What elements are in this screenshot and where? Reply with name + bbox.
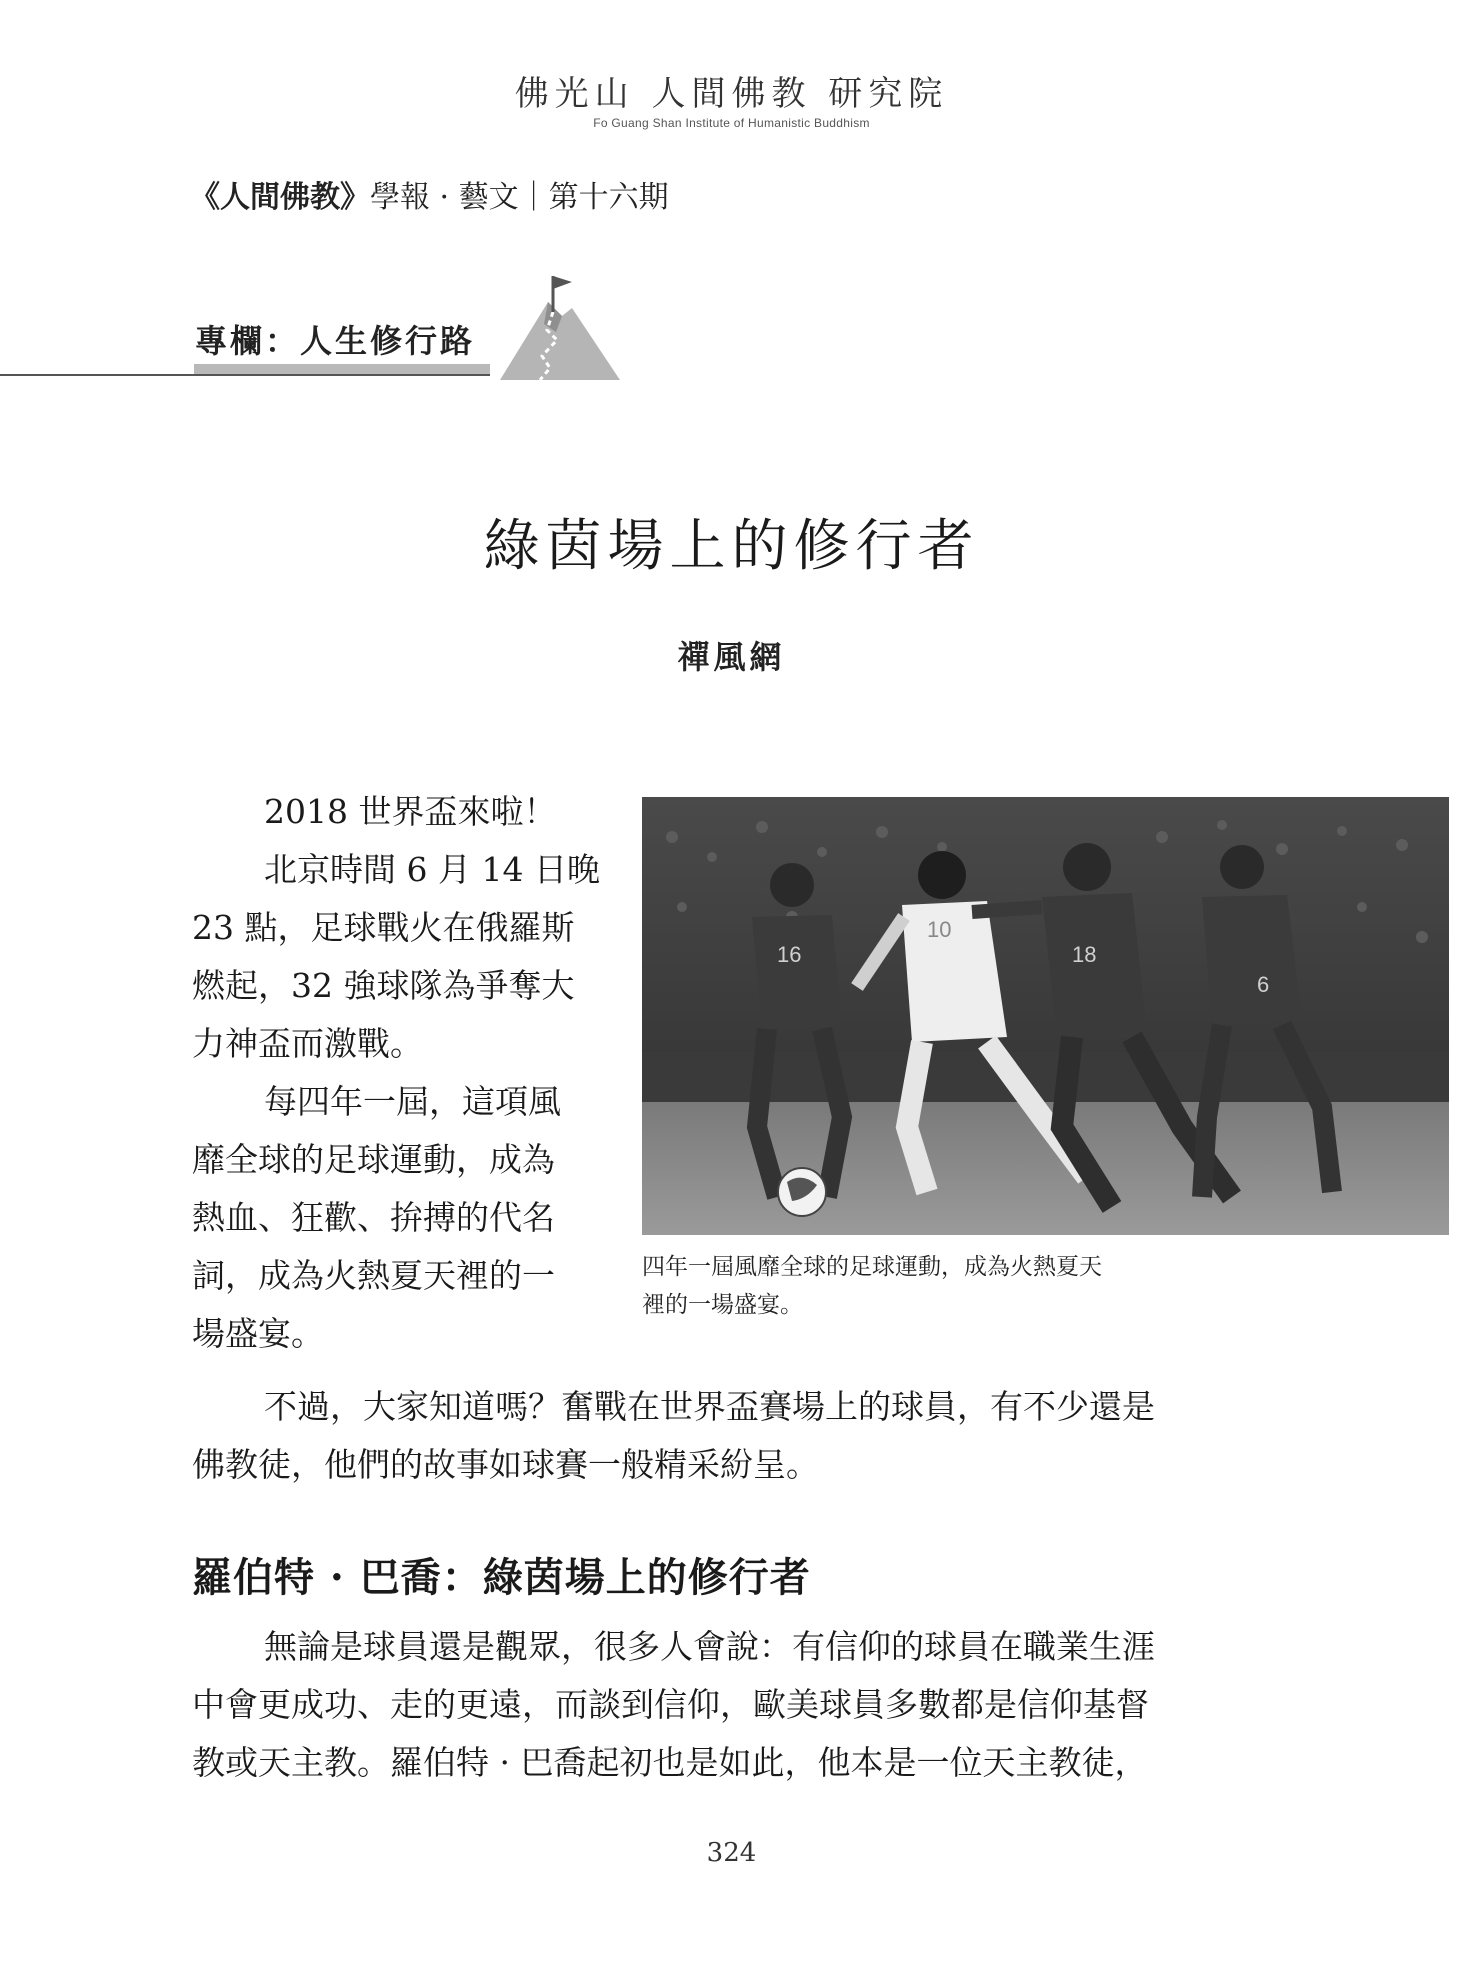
mountain-flag-icon — [500, 272, 620, 382]
text-line: 燃起，32 強球隊為爭奪大 — [192, 966, 575, 1005]
text-line: 熱血、狂歡、拚搏的代名 — [192, 1198, 555, 1237]
article-title: 綠茵場上的修行者 — [483, 514, 980, 579]
column-label: 專欄：人生修行路 — [195, 322, 476, 360]
institute-title: 佛光山 人間佛教 研究院 — [514, 74, 949, 114]
section-heading: 羅伯特 · 巴喬：綠茵場上的修行者 — [192, 1554, 811, 1601]
text-line: 中會更成功、走的更遠，而談到信仰，歐美球員多數都是信仰基督 — [192, 1685, 1149, 1724]
column-bar — [194, 364, 490, 374]
text-line: 2018 世界盃來啦！ — [264, 792, 557, 831]
text-line: 無論是球員還是觀眾，很多人會說：有信仰的球員在職業生涯 — [264, 1627, 1155, 1666]
text-line: 不過，大家知道嗎？奮戰在世界盃賽場上的球員，有不少還是 — [264, 1387, 1155, 1426]
journal-line — [190, 172, 669, 216]
text-line: 佛教徒，他們的故事如球賽一般精采紛呈。 — [192, 1445, 819, 1484]
journal-title: 《人間佛教》 — [190, 180, 370, 215]
text-line: 力神盃而激戰。 — [192, 1024, 423, 1063]
paragraph-3 — [192, 1618, 1272, 1792]
page-number: 324 — [706, 1838, 757, 1868]
caption-line: 四年一屆風靡全球的足球運動，成為火熱夏天 — [642, 1254, 1102, 1280]
text-line: 靡全球的足球運動，成為 — [192, 1140, 555, 1179]
journal-issue: 學報 · 藝文｜第十六期 — [370, 180, 669, 215]
text-line: 教或天主教。羅伯特 · 巴喬起初也是如此，他本是一位天主教徒， — [192, 1743, 1148, 1782]
text-line: 每四年一屆，這項風 — [264, 1082, 561, 1121]
intro-paragraphs — [192, 783, 612, 1363]
svg-text:10: 10 — [927, 917, 952, 942]
soccer-ball — [778, 1168, 826, 1216]
text-line: 場盛宴。 — [192, 1314, 324, 1353]
institute-subtitle: Fo Guang Shan Institute of Humanistic Buddhism — [593, 116, 870, 130]
text-line: 詞，成為火熱夏天裡的一 — [192, 1256, 555, 1295]
text-line: 23 點，足球戰火在俄羅斯 — [192, 908, 575, 947]
caption-line: 裡的一場盛宴。 — [642, 1292, 803, 1318]
soccer-photo — [642, 797, 1449, 1235]
column-rule — [0, 374, 490, 376]
text-line: 北京時間 6 月 14 日晚 — [264, 850, 600, 889]
paragraph-2 — [192, 1378, 1252, 1494]
svg-text:16: 16 — [777, 942, 802, 967]
svg-text:18: 18 — [1072, 942, 1097, 967]
photo-caption — [642, 1248, 1262, 1324]
article-author: 禪風網 — [677, 638, 786, 676]
svg-text:6: 6 — [1257, 972, 1270, 997]
